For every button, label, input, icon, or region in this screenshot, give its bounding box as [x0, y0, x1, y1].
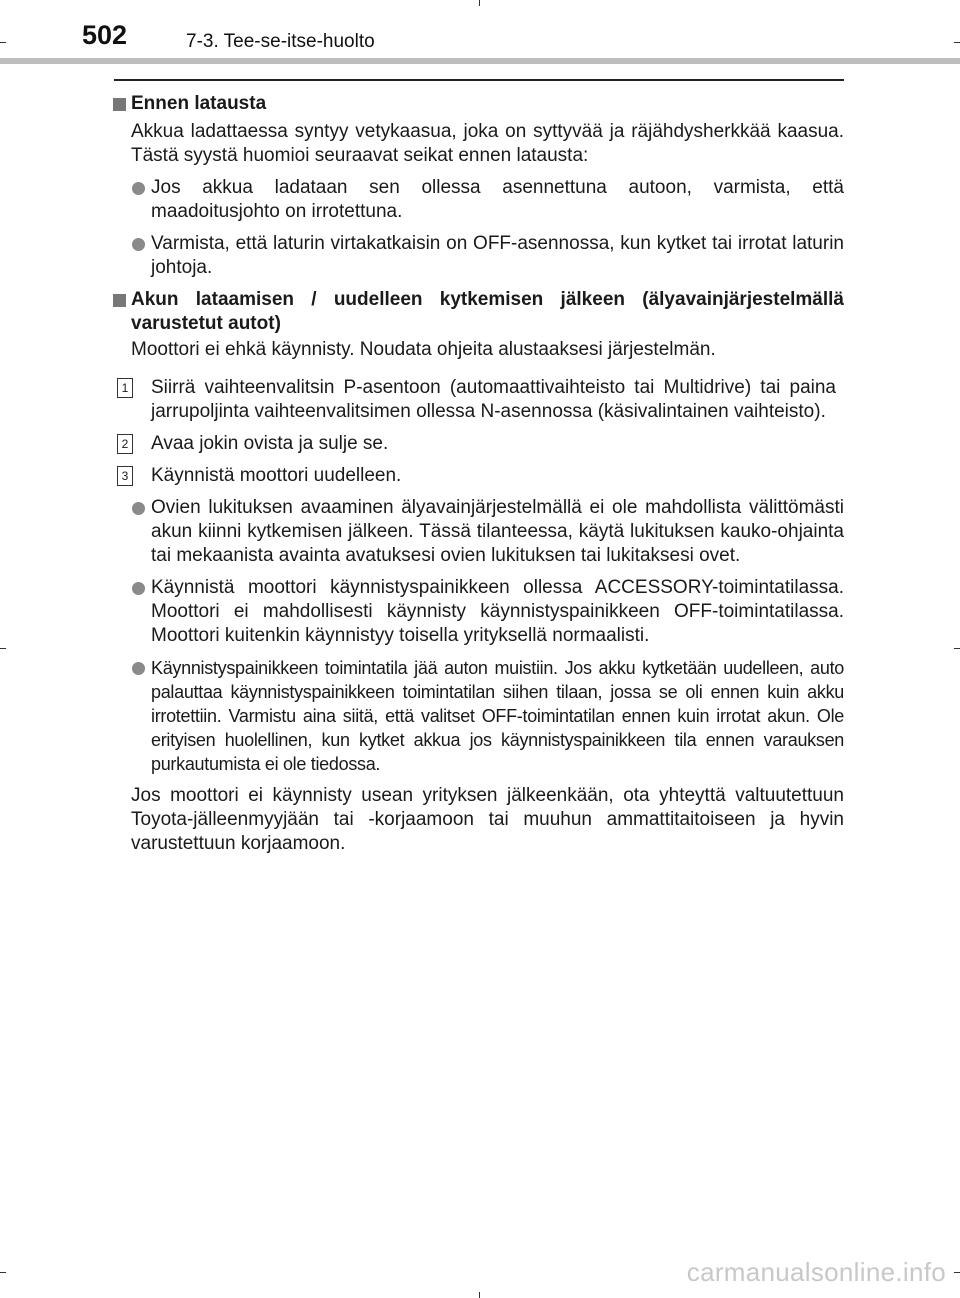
intro-paragraph: Moottori ei ehkä käynnisty. Noudata ohjeita alustaaksesi järjestelmän. [131, 339, 716, 360]
step-number: 2 [117, 432, 151, 456]
crop-mark [479, 1292, 480, 1298]
section-heading [113, 288, 844, 336]
list-item: Käynnistyspainikkeen toimintatila jää auton muistiin. Jos akku kytketään uudelleen, auto palauttaa käynnistyspainikkeen toimintatilan siihen tilaan, jossa se oli ennen kuin akku irrotettiin. Varmistu aina siitä, että valitset OFF-toimintatilan ennen kuin irrotat akun. Ole erityisen huolellinen, kun kytket akkua jos käynnistyspainikkeen tila ennen varauksen purkautumista ei ole tiedossa. [113, 656, 844, 776]
list-item: Ovien lukituksen avaaminen älyavainjärjestelmällä ei ole mahdollista välittömästi akun kiinni kytkemisen jälkeen. Tässä tilanteessa, käytä lukituksen kauko-ohjainta tai mekaanista avainta avatuksesi ovien lukituksen tai lukitaksesi ovet. [113, 496, 844, 568]
section-heading [113, 92, 844, 118]
heading-text: Akun lataamisen / uudelleen kytkemisen jälkeen (älyavainjärjestelmällä varustetut autot) [131, 289, 844, 334]
watermark: carmanualsonline.info [686, 1257, 946, 1287]
crop-mark [0, 648, 6, 649]
crop-mark [954, 648, 960, 649]
step-item: 2 Avaa jokin ovista ja sulje se. [113, 432, 844, 456]
heading-text: Ennen latausta [131, 93, 267, 114]
top-rule [114, 79, 844, 81]
crop-mark [479, 0, 480, 6]
circle-bullet-icon [131, 576, 151, 648]
circle-bullet-icon [131, 656, 151, 776]
circle-bullet-icon [131, 176, 151, 224]
step-number: 1 [117, 376, 151, 424]
step-number: 3 [117, 464, 151, 488]
page-content [113, 92, 844, 864]
step-item: 1 Siirrä vaihteenvalitsin P-asentoon (automaattivaihteisto tai Multidrive) tai paina jarrupoljinta vaihteenvalitsimen ollessa N-asennossa (käsivalintainen vaihteisto). [113, 376, 844, 424]
step-item: 3 Käynnistä moottori uudelleen. [113, 464, 844, 488]
intro-paragraph: Akkua ladattaessa syntyy vetykaasua, joka on syttyvää ja räjähdysherkkää kaasua. Tästä syystä huomioi seuraavat seikat ennen latausta: [131, 121, 844, 166]
square-bullet-icon [113, 290, 131, 336]
circle-bullet-icon [131, 496, 151, 568]
header-band [0, 0, 960, 64]
crop-mark [0, 42, 6, 43]
page-number: 502 [82, 20, 128, 50]
crop-mark [0, 1272, 6, 1273]
square-bullet-icon [113, 94, 131, 118]
crop-mark [954, 1272, 960, 1273]
list-item: Käynnistä moottori käynnistyspainikkeen ollessa ACCESSORY-toimintatilassa. Moottori ei mahdollisesti käynnisty käynnistyspainikkeen OFF-toimintatilassa. Moottori kuitenkin käynnistyy toisella yrityksellä normaalisti. [113, 576, 844, 648]
list-item: Varmista, että laturin virtakatkaisin on OFF-asennossa, kun kytket tai irrotat laturin johtoja. [113, 232, 844, 280]
list-item: Jos akkua ladataan sen ollessa asennettuna autoon, varmista, että maadoitusjohto on irrotettuna. [113, 176, 844, 224]
closing-paragraph: Jos moottori ei käynnisty usean yrityksen jälkeenkään, ota yhteyttä valtuutettuun Toyota-jälleenmyyjään tai -korjaamoon tai muuhun ammattitaitoiseen ja hyvin varustettuun korjaamoon. [131, 785, 844, 854]
circle-bullet-icon [131, 232, 151, 280]
section-title: 7-3. Tee-se-itse-huolto [186, 31, 375, 52]
crop-mark [954, 42, 960, 43]
